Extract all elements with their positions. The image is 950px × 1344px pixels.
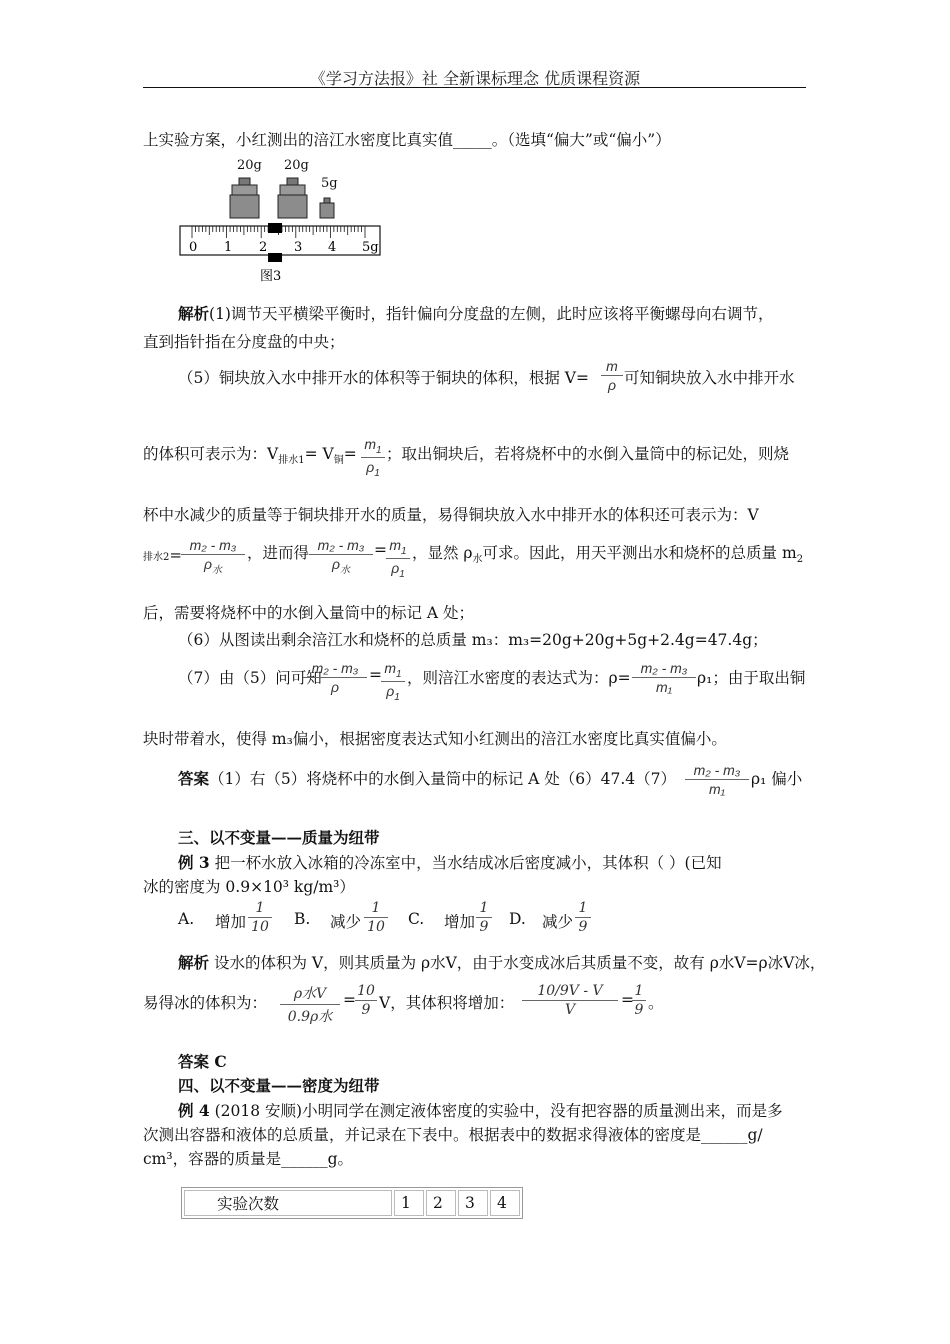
option-c-letter: C. (408, 910, 425, 928)
fraction-increase: 10/9V - V V (522, 983, 618, 1018)
option-d-fraction: 1 9 (575, 900, 591, 935)
analysis-7-line2: 块时带着水，使得 m₃偏小，根据密度表达式知小红测出的涪江水密度比真实值偏小。 (143, 730, 727, 748)
analysis-5-line5: 后，需要将烧杯中的水倒入量筒中的标记 A 处； (143, 604, 475, 622)
intro-question-line: 上实验方案，小红测出的涪江水密度比真实值_____。（选填“偏大”或“偏小”） (143, 131, 671, 149)
rider-top (268, 223, 282, 233)
equals-sign-2: = (621, 991, 634, 1009)
fraction-7b: m₂ - m₃ m₁ (632, 660, 696, 695)
equals-sign: = (343, 991, 356, 1009)
fraction-1-9: 1 9 (632, 983, 646, 1018)
analysis-5-line4-eq2: = (374, 541, 387, 559)
analysis-5-line3: 杯中水减少的质量等于铜块排开水的质量，易得铜块放入水中排开水的体积还可表示为：V (143, 506, 759, 524)
option-a-fraction: 1 10 (248, 900, 272, 935)
analysis-7-mid: ，则涪江水密度的表达式为：ρ= (407, 669, 631, 687)
option-b-letter: B. (294, 910, 311, 928)
example-4-line1: 例 4 (2018 安顺)小明同学在测定液体密度的实验中，没有把容器的质量测出来，而是多 (178, 1101, 783, 1120)
fraction-7-m1-over-rho1: $m_1$ $\rho_1$ (381, 660, 405, 703)
example-3-line1: 例 3 把一杯水放入冰箱的冷冻室中，当水结成冰后密度减小，其体积（ ）(已知 (178, 853, 722, 872)
scale-label-5: 5g (362, 240, 379, 255)
analysis-6-line: （6）从图读出剩余涪江水和烧杯的总质量 m₃：m₃=20g+20g+5g+2.4g=47.4g； (178, 631, 768, 649)
weight-label-3: 5g (321, 176, 338, 191)
page-header: 《学习方法报》社 全新课标理念 优质课程资源 (309, 69, 641, 88)
rider-bottom (268, 253, 282, 262)
example-3-analysis-end: 。 (648, 994, 664, 1012)
analysis-5-line4-sub: 排水2= (143, 546, 182, 564)
fraction-10-9: 10 9 (355, 983, 377, 1018)
fraction-answer: m₂ - m₃ m₁ (685, 762, 749, 797)
weight-20g-a-icon (230, 178, 259, 218)
example-3-line2: 冰的密度为 0.9×10³ kg/m³） (143, 878, 355, 896)
weight-5g-icon (320, 198, 334, 218)
analysis-5-line1-post: 可知铜块放入水中排开水 (624, 369, 795, 387)
fraction-ice-volume: ρ水V 0.9ρ水 (280, 983, 340, 1026)
scale-label-1: 1 (224, 240, 233, 255)
example-3-analysis-line1: 解析 设水的体积为 V，则其质量为 ρ水V，由于水变成冰后其质量不变，故有 ρ水V=ρ冰V冰， (178, 953, 826, 972)
analysis-1-line1: 解析(1)调节天平横梁平衡时，指针偏向分度盘的左侧，此时应该将平衡螺母向右调节， (178, 304, 774, 323)
example-4-line3: cm³，容器的质量是______g。 (143, 1150, 354, 1168)
scale-label-2: 2 (259, 240, 268, 255)
table-header-cell: 1 (394, 1190, 424, 1216)
weight-label-2: 20g (284, 158, 309, 173)
analysis-5-line2: 的体积可表示为：$V_{排水1}= V_铜=$ (143, 445, 357, 467)
table-header-cell: 2 (426, 1190, 456, 1216)
answer-3: 答案 C (178, 1052, 227, 1071)
answer-1-line: 答案（1）右（5）将烧杯中的水倒入量筒中的标记 A 处（6）47.4（7） (178, 769, 677, 788)
figure-caption: 图3 (260, 269, 282, 284)
fraction-m1-over-rho1: $m_1$ $\rho_1$ (361, 436, 385, 479)
example-3-analysis-line2-pre: 易得冰的体积为： (143, 994, 268, 1012)
table-header-cell: 4 (490, 1190, 520, 1216)
analysis-7-eq: = (369, 666, 382, 684)
example-3-analysis-line2-mid: V，其体积将增加： (379, 994, 515, 1012)
analysis-7-pre: （7）由（5）问可知 (178, 669, 322, 687)
option-d-text: 减少 (542, 913, 574, 931)
analysis-5-line1-pre: （5）铜块放入水中排开水的体积等于铜块的体积，根据 V= (178, 369, 589, 387)
scale-label-3: 3 (294, 240, 303, 255)
answer-1-tail: ρ₁ 偏小 (751, 770, 803, 788)
analysis-5-line4-post: ，显然 $\rho_水$可求。因此，用天平测出水和烧杯的总质量 $m_2$ (412, 544, 804, 566)
fraction-water-volume-2: m₂ - m₃ $\rho_水$ (309, 537, 373, 576)
weight-label-1: 20g (237, 158, 262, 173)
option-a-letter: A. (178, 910, 195, 928)
section-3-title: 三、以不变量——质量为纽带 (178, 828, 380, 847)
analysis-5-line4-mid: ，进而得 (247, 544, 310, 562)
table-header-cell: 3 (458, 1190, 488, 1216)
scale-label-0: 0 (189, 240, 198, 255)
fraction-7a: m₂ - m₃ ρ (303, 660, 367, 695)
table-header-cell: 实验次数 (184, 1190, 392, 1216)
example-4-line2: 次测出容器和液体的总质量，并记录在下表中。根据表中的数据求得液体的密度是______g/ (143, 1126, 763, 1144)
fraction-m-over-rho: m ρ (601, 358, 623, 393)
scale-label-4: 4 (328, 240, 337, 255)
fraction-water-volume: m₂ - m₃ $\rho_水$ (181, 537, 245, 576)
balance-figure (175, 155, 390, 285)
option-c-fraction: 1 9 (476, 900, 492, 935)
fraction-m1-over-rho1-b: $m_1$ $\rho_1$ (386, 537, 410, 580)
header-divider (143, 87, 806, 88)
analysis-1-line2: 直到指针指在分度盘的中央； (143, 333, 345, 351)
option-b-fraction: 1 10 (364, 900, 388, 935)
option-c-text: 增加 (444, 913, 476, 931)
weight-20g-b-icon (278, 178, 307, 218)
option-d-letter: D. (509, 910, 526, 928)
section-4-title: 四、以不变量——密度为纽带 (178, 1076, 380, 1095)
table-row (184, 1190, 520, 1216)
option-a-text: 增加 (215, 913, 247, 931)
analysis-5-line2-post: ；取出铜块后，若将烧杯中的水倒入量筒中的标记处，则烧 (386, 445, 790, 463)
experiment-table (181, 1187, 523, 1219)
analysis-7-post: ρ₁；由于取出铜 (697, 669, 806, 687)
option-b-text: 减少 (330, 913, 362, 931)
analysis-label: 解析 (178, 304, 210, 323)
